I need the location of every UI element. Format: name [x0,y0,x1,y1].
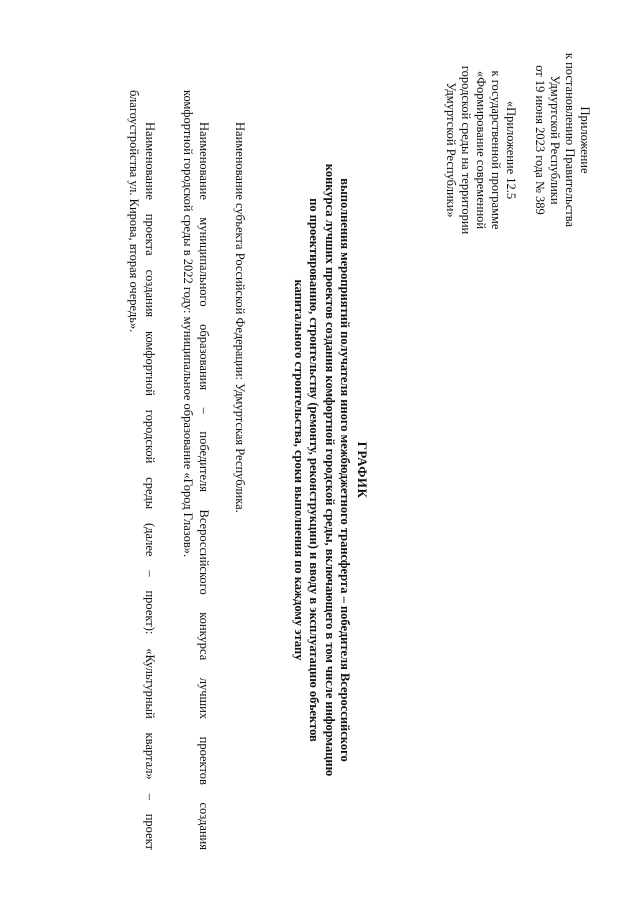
municipality-text-line1: Наименование муниципального образования – победителя Всероссийского конкурса лучших проектов создания [197,122,211,850]
title-heading: ГРАФИК [355,441,370,499]
title-line: по проектированию, строительству (ремонту, реконструкции) и вводу в эксплуатацию объектов [307,198,322,742]
title-line: выполнения мероприятий получателя иного межбюджетного трансферта – победителя Всероссийского [338,178,353,762]
program-appendix-line: городской среды на территории [459,65,473,235]
document-title [291,90,371,850]
appendix-line: Приложение [578,106,592,174]
municipality-text-line2: комфортной городской среды в 2022 году: муниципальное образование «Город Глазов». [181,90,195,558]
state-program-appendix [443,20,518,280]
project-text-line1: Наименование проекта создания комфортной городской среды (далее – проект): «Культурный квартал» – проект [143,122,157,850]
project-paragraph [126,90,158,850]
subject-text: Наименование субъекта Российской Федерации: Удмуртская Республика. [233,122,247,513]
appendix-line: к постановлению Правительства [563,52,577,228]
appendix-line: от 19 июня 2023 года № 389 [533,65,547,215]
municipality-paragraph [180,90,212,850]
title-line: конкурса лучших проектов создания комфортной городской среды, включающего в том числе информацию [323,163,337,777]
project-text-line2: благоустройства ул. Кирова, вторая очередь». [127,90,141,333]
program-appendix-line: «Приложение 12.5 [504,100,518,200]
government-resolution-appendix [532,20,592,260]
program-appendix-line: «Формирование современной [474,70,488,230]
program-appendix-line: к государственной программе [489,70,503,230]
subject-paragraph [232,90,248,850]
title-line: капитального строительства, сроки выполнения по каждому этапу [292,279,306,661]
program-appendix-line: Удмуртской Республики» [444,82,458,218]
appendix-line: Удмуртской Республики [548,75,562,205]
